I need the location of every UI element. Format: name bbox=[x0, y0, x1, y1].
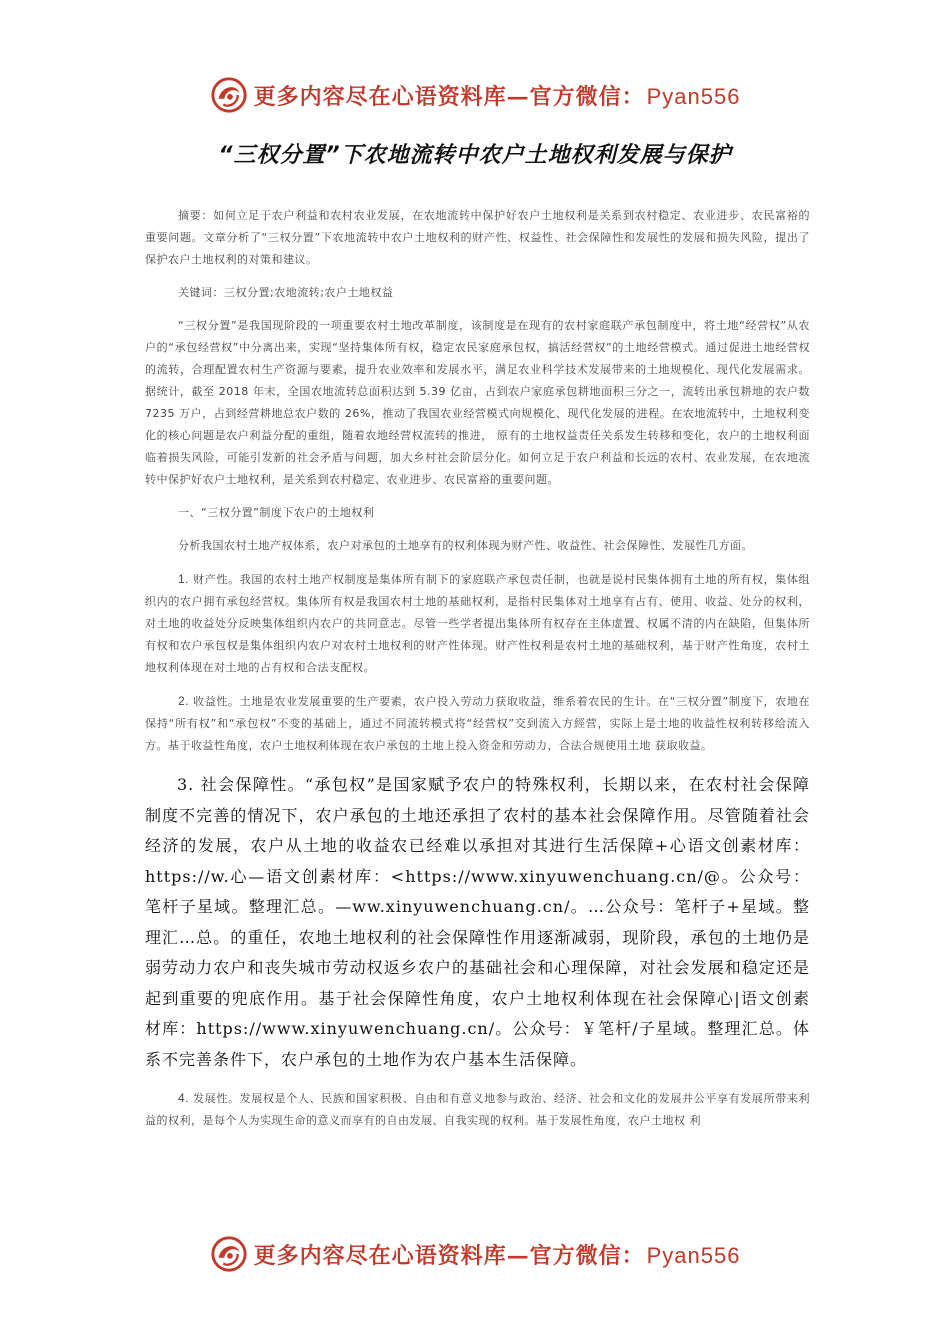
item-income-paragraph bbox=[145, 690, 810, 757]
banner-wechat-id: Pyan556 bbox=[646, 1242, 741, 1268]
document-body bbox=[145, 205, 810, 1143]
banner-text: 更多内容尽在心语资料库—官方微信：Pyan556 bbox=[253, 83, 741, 110]
item-property-paragraph bbox=[145, 568, 810, 679]
keywords-paragraph: 关键词：三权分置;农地流转;农户土地权益 bbox=[178, 286, 394, 299]
red-swirl-logo-icon bbox=[210, 76, 248, 114]
abstract-paragraph: 摘要：如何立足于农户利益和农村农业发展，在农地流转中保护好农户土地权利是关系到农村稳定、农业进步、农民富裕的重要问题。文章分析了“三权分置”下农地流转中农户土地权利的财产性、权益性、社会保障性和发展性的发展和损失风险，提出了保护农户土地权利的对策和建议。 bbox=[145, 209, 810, 266]
item-development-paragraph bbox=[145, 1087, 810, 1132]
item-text: 社会保障性。“承包权”是国家赋予农户的特殊权利，长期以来，在农村社会保障制度不完善的情况下，农户承包的土地还承担了农村的基本社会保障作用。尽管随着社会经济的发展，农户从土地的收益农已经难以承担对其进行生活保障+心语文创素材库：https://w.心—语文创素材库：<https://www.xinyuwenchuang.cn/@。公众号：笔杆子星域。整理汇总。—ww.xinyuwenchuang.cn/。…公众号：笔杆子+星域。整理汇…总。的重任，农地土地权利的社会保障性作用逐渐减弱，现阶段，承包的土地仍是弱劳动力农户和丧失城市劳动权返乡农户的基础社会和心理保障，对社会发展和稳定还是起到重要的兜底作用。基于社会保障性角度，农户土地权利体现在社会保障心|语文创素材库：https://www.xinyuwenchuang.cn/。公众号：￥笔杆/子星域。整理汇总。体系不完善条件下，农户承包的土地作为农户基本生活保障。 bbox=[145, 775, 810, 1069]
bottom-banner bbox=[0, 1234, 950, 1274]
banner-text: 更多内容尽在心语资料库—官方微信：Pyan556 bbox=[253, 1242, 741, 1269]
item-social-security-paragraph bbox=[145, 770, 810, 1075]
banner-wechat-id: Pyan556 bbox=[646, 83, 741, 109]
red-swirl-logo-icon bbox=[210, 1235, 248, 1273]
top-banner bbox=[0, 75, 950, 115]
document-title: “三权分置”下农地流转中农户土地权利发展与保护 bbox=[218, 143, 732, 168]
intro-paragraph: “三权分置”是我国现阶段的一项重要农村土地改革制度，该制度是在现有的农村家庭联产承包制度中，将土地“经营权”从农户的“承包经营权”中分离出来，实现“坚持集体所有权，稳定农民家庭承包权，搞活经营权”的土地经营模式。通过促进土地经营权的流转，合理配置农村生产资源与要素，提升农业效率和发展水平，满足农业科学技术发展带来的土地规模化、现代化发展需求。据统计，截至 2018 年末，全国农地流转总面积达到 5.39 亿亩，占到农户家庭承包耕地面积三分之一，流转出承包耕地的农户数 7235 万户，占到经营耕地总农户数的 26%，推动了我国农业经营模式向规模化、现代化发展的进程。在农地流转中，土地权利变化的核心问题是农户利益分配的重组，随着农地经营权流转的推进， 原有的土地权益责任关系发生转移和变化，农户的土地权利面临着损失风险，可能引发新的社会矛盾与问题，加大乡村社会阶层分化。如何立足于农户利益和长远的农村、农业发展，在农地流转中保护好农户土地权利，是关系到农村稳定、农业进步、农民富裕的重要问题。 bbox=[145, 319, 810, 486]
section-intro-paragraph: 分析我国农村土地产权体系，农户对承包的土地享有的权利体现为财产性、收益性、社会保障性、发展性几方面。 bbox=[178, 539, 753, 552]
item-number: 4. bbox=[178, 1091, 190, 1105]
item-number: 3. bbox=[177, 775, 195, 794]
item-number: 1. bbox=[178, 572, 190, 586]
section-heading: 一、“三权分置”制度下农户的土地权利 bbox=[178, 506, 375, 519]
item-text: 发展性。发展权是个人、民族和国家积极、自由和有意义地参与政治、经济、社会和文化的发展并公平享有发展所带来利益的权利，是每个人为实现生命的意义而享有的自由发展、自我实现的权利。基于发展性角度，农户土地权 利 bbox=[145, 1092, 810, 1127]
item-text: 财产性。我国的农村土地产权制度是集体所有制下的家庭联产承包责任制，也就是说村民集体拥有土地的所有权，集体组织内的农户拥有承包经营权。集体所有权是我国农村土地的基础权利，是指村民集体对土地享有占有、使用、收益、处分的权利，对土地的收益处分反映集体组织内农户的共同意志。尽管一些学者提出集体所有权存在主体虚置、权属不清的内在缺陷，但集体所有权和农户承包权是集体组织内农户对农村土地权利的财产性体现。财产性权利是农村土地的基础权利，基于财产性角度，农村土地权利体现在对土地的占有权和合法支配权。 bbox=[145, 573, 810, 674]
item-number: 2. bbox=[178, 694, 190, 708]
item-text: 收益性。土地是农业发展重要的生产要素，农户投入劳动力获取收益，维系着农民的生计。在“三权分置”制度下，农地在保持“所有权”和“承包权”不变的基础上，通过不同流转模式将“经营权”交到流入方經营，实际上是土地的收益性权利转移给流入方。基于收益性角度，农户土地权利体现在农户承包的土地上投入资金和劳动力，合法合规使用土地 获取收益。 bbox=[145, 695, 810, 752]
